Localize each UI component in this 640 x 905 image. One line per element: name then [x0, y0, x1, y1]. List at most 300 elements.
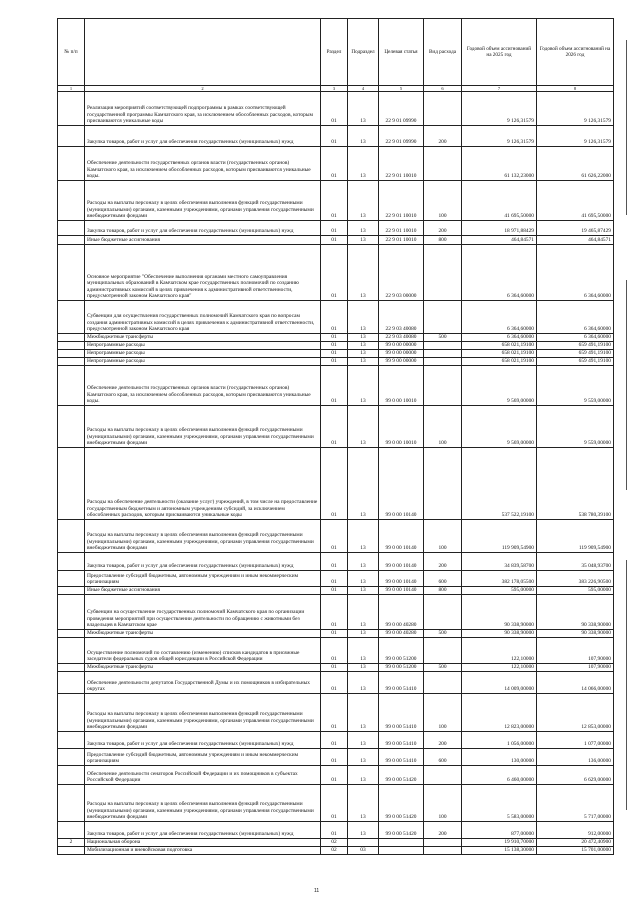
row-name: Иные бюджетные ассигнования — [85, 236, 321, 245]
row-amount-2026: 6 364,60000 — [537, 301, 614, 334]
table-row — [58, 301, 614, 334]
row-amount-2025: 34 839,58700 — [462, 553, 537, 571]
col-header-name — [85, 19, 321, 86]
table-row — [58, 630, 614, 638]
row-amount-2025: 9 126,31579 — [462, 92, 537, 126]
row-number — [58, 221, 85, 236]
row-expense-type: 100 — [424, 181, 462, 221]
row-amount-2026: 90 338,90000 — [537, 630, 614, 638]
row-amount-2026: 9 126,31579 — [537, 92, 614, 126]
row-expense-type — [424, 448, 462, 520]
row-razdel: 01 — [321, 732, 348, 749]
row-amount-2025: 41 695,50000 — [462, 181, 537, 221]
row-amount-2026: 14 066,00000 — [537, 672, 614, 694]
row-target-article: 99 0 00 51410 — [379, 672, 424, 694]
row-amount-2026: 41 695,50000 — [537, 181, 614, 221]
row-amount-2026: 9 559,00000 — [537, 406, 614, 448]
row-podrazdel: 13 — [348, 342, 379, 350]
row-razdel: 01 — [321, 245, 348, 301]
row-name: Межбюджетные трансферты — [85, 334, 321, 342]
row-podrazdel: 13 — [348, 406, 379, 448]
col-index: 3 — [321, 86, 348, 92]
row-target-article: 99 0 00 10140 — [379, 571, 424, 587]
row-target-article: 99 0 00 10140 — [379, 553, 424, 571]
row-expense-type — [424, 638, 462, 664]
row-number — [58, 595, 85, 630]
row-target-article: 22 9 03 00000 — [379, 245, 424, 301]
row-expense-type — [424, 766, 462, 785]
row-podrazdel: 13 — [348, 732, 379, 749]
row-podrazdel: 13 — [348, 785, 379, 822]
row-name: Предоставление субсидий бюджетным, автономным учреждениям и иным некоммерческим организациям — [85, 749, 321, 766]
row-expense-type: 200 — [424, 553, 462, 571]
row-number — [58, 147, 85, 181]
col-index: 4 — [348, 86, 379, 92]
row-amount-2026: 6 629,00000 — [537, 766, 614, 785]
table-row — [58, 236, 614, 245]
row-razdel: 01 — [321, 785, 348, 822]
table-row — [58, 553, 614, 571]
row-razdel: 01 — [321, 301, 348, 334]
row-name: Реализация мероприятий соответствующей подпрограммы в рамках соответствующей государственной программы Камчатского края, за исключением обособленных расходов, которым присваиваются уникальные коды — [85, 92, 321, 126]
row-podrazdel: 13 — [348, 301, 379, 334]
row-podrazdel: 13 — [348, 630, 379, 638]
row-name: Расходы на выплаты персоналу в целях обеспечения выполнения функций государственными (муниципальными) органами, казенными учреждениями, органами управления государственными внебюджетными фондами — [85, 406, 321, 448]
row-podrazdel: 13 — [348, 147, 379, 181]
row-podrazdel: 13 — [348, 664, 379, 672]
row-expense-type: 200 — [424, 126, 462, 147]
table-row — [58, 638, 614, 664]
row-amount-2025: 119 909,54900 — [462, 520, 537, 553]
table-row — [58, 749, 614, 766]
row-razdel: 01 — [321, 822, 348, 839]
row-expense-type: 600 — [424, 749, 462, 766]
row-amount-2026: 659 491,19100 — [537, 358, 614, 366]
row-number — [58, 245, 85, 301]
row-name: Межбюджетные трансферты — [85, 630, 321, 638]
table-row — [58, 595, 614, 630]
table-row — [58, 221, 614, 236]
table-row — [58, 342, 614, 350]
col-index: 1 — [58, 86, 85, 92]
row-number — [58, 587, 85, 595]
row-number — [58, 822, 85, 839]
col-header-2026: Годовой объем ассигнований на 2026 год — [537, 19, 614, 86]
row-target-article: 99 0 00 51410 — [379, 694, 424, 732]
row-target-article: 22 9 01 10010 — [379, 221, 424, 236]
row-expense-type — [424, 245, 462, 301]
row-razdel: 01 — [321, 638, 348, 664]
scan-edge-line — [626, 280, 627, 490]
col-header-target-article: Целевая статья — [379, 19, 424, 86]
table-row — [58, 839, 614, 847]
row-expense-type: 800 — [424, 587, 462, 595]
row-amount-2026: 12 853,00000 — [537, 694, 614, 732]
table-row — [58, 672, 614, 694]
row-target-article: 22 9 01 09990 — [379, 126, 424, 147]
row-podrazdel: 03 — [348, 847, 379, 855]
row-podrazdel: 13 — [348, 571, 379, 587]
col-header-expense-type: Вид расхода — [424, 19, 462, 86]
row-amount-2025: 658 021,19100 — [462, 358, 537, 366]
row-amount-2025: 658 021,19100 — [462, 350, 537, 358]
row-expense-type: 200 — [424, 822, 462, 839]
row-name: Осуществление полномочий по составлению (изменению) списков кандидатов в присяжные заседатели федеральных судов общей юрисдикции в Российской Федерации — [85, 638, 321, 664]
row-amount-2025: 14 009,00000 — [462, 672, 537, 694]
row-razdel: 01 — [321, 630, 348, 638]
row-name: Субвенции для осуществления государственных полномочий Камчатского края по вопросам создания административных комиссий в целях привлечения к административной ответственности, предусмотренной законом Камчатского края — [85, 301, 321, 334]
col-header-num: № п/п — [58, 19, 85, 86]
row-razdel: 01 — [321, 126, 348, 147]
table-row — [58, 571, 614, 587]
row-amount-2026: 659 491,19100 — [537, 350, 614, 358]
row-target-article: 22 9 01 10010 — [379, 236, 424, 245]
col-header-razdel: Раздел — [321, 19, 348, 86]
row-target-article: 99 0 00 51410 — [379, 732, 424, 749]
row-razdel: 01 — [321, 664, 348, 672]
table-row — [58, 92, 614, 126]
row-name: Расходы на выплаты персоналу в целях обеспечения выполнения функций государственными (муниципальными) органами, казенными учреждениями, органами управления государственными внебюджетными фондами — [85, 520, 321, 553]
row-amount-2025: 9 126,31579 — [462, 126, 537, 147]
row-target-article: 99 0 00 00000 — [379, 350, 424, 358]
row-number — [58, 694, 85, 732]
row-amount-2025: 61 132,23000 — [462, 147, 537, 181]
row-podrazdel — [348, 839, 379, 847]
row-target-article: 99 0 00 40280 — [379, 630, 424, 638]
row-expense-type: 600 — [424, 571, 462, 587]
row-number — [58, 571, 85, 587]
row-target-article: 99 9 00 00000 — [379, 358, 424, 366]
row-razdel: 01 — [321, 350, 348, 358]
row-razdel: 01 — [321, 749, 348, 766]
row-number — [58, 766, 85, 785]
row-number — [58, 181, 85, 221]
row-number — [58, 749, 85, 766]
row-name: Закупка товаров, работ и услуг для обеспечения государственных (муниципальных) нужд — [85, 126, 321, 147]
row-expense-type — [424, 350, 462, 358]
row-amount-2025: 595,00000 — [462, 587, 537, 595]
row-podrazdel: 13 — [348, 92, 379, 126]
row-amount-2025: 90 338,90000 — [462, 595, 537, 630]
row-name: Основное мероприятие "Обеспечение выполнения органами местного самоуправления муниципальных образований в Камчатском крае государственных полномочий по созданию административных комиссий в целях привлечения к административной ответственности, предусмотренной законом Камчатского края" — [85, 245, 321, 301]
row-target-article: 22 9 01 10010 — [379, 147, 424, 181]
row-podrazdel: 13 — [348, 595, 379, 630]
row-amount-2025: 6 364,60000 — [462, 245, 537, 301]
col-header-podrazdel: Подраздел — [348, 19, 379, 86]
budget-sheet — [57, 18, 613, 855]
row-expense-type: 200 — [424, 732, 462, 749]
row-expense-type: 500 — [424, 334, 462, 342]
row-name: Закупка товаров, работ и услуг для обеспечения государственных (муниципальных) нужд — [85, 822, 321, 839]
row-expense-type — [424, 595, 462, 630]
row-podrazdel: 13 — [348, 448, 379, 520]
row-amount-2026: 5 717,00000 — [537, 785, 614, 822]
row-amount-2025: 5 583,00000 — [462, 785, 537, 822]
row-number — [58, 342, 85, 350]
row-expense-type — [424, 366, 462, 406]
row-name: Субвенции на осуществление государственных полномочий Камчатского края по организации проведения мероприятий при осуществлении деятельности по обращению с животными без владельцев в Камчатском крае — [85, 595, 321, 630]
row-name: Мобилизационная и вневойсковая подготовка — [85, 847, 321, 855]
row-target-article: 99 0 00 51420 — [379, 785, 424, 822]
row-number — [58, 406, 85, 448]
table-row — [58, 406, 614, 448]
row-amount-2026: 6 364,60000 — [537, 334, 614, 342]
table-row — [58, 126, 614, 147]
row-number — [58, 301, 85, 334]
row-expense-type — [424, 839, 462, 847]
row-expense-type — [424, 147, 462, 181]
col-index: 5 — [379, 86, 424, 92]
table-row — [58, 366, 614, 406]
row-expense-type: 500 — [424, 664, 462, 672]
row-amount-2025: 122,10000 — [462, 664, 537, 672]
row-expense-type: 100 — [424, 520, 462, 553]
row-amount-2026: 6 364,60000 — [537, 245, 614, 301]
row-amount-2026: 15 701,00000 — [537, 847, 614, 855]
row-razdel: 01 — [321, 520, 348, 553]
row-amount-2025: 877,00000 — [462, 822, 537, 839]
table-row — [58, 664, 614, 672]
row-expense-type: 100 — [424, 694, 462, 732]
table-row — [58, 587, 614, 595]
row-razdel: 01 — [321, 342, 348, 350]
row-name: Обеспечение деятельности сенаторов Российской Федерации и их помощников в субъектах Российской Федерации — [85, 766, 321, 785]
row-number — [58, 638, 85, 664]
row-number — [58, 236, 85, 245]
row-amount-2025: 9 569,00000 — [462, 406, 537, 448]
row-amount-2026: 107,90000 — [537, 638, 614, 664]
row-name: Обеспечение деятельности государственных органов власти (государственных органов) Камчатского края, за исключением обособленных расходов, которым присваиваются уникальные коды. — [85, 366, 321, 406]
row-podrazdel: 13 — [348, 366, 379, 406]
row-razdel: 01 — [321, 358, 348, 366]
table-row — [58, 785, 614, 822]
budget-table — [57, 18, 614, 855]
row-amount-2026: 9 126,31579 — [537, 126, 614, 147]
row-name: Расходы на выплаты персоналу в целях обеспечения выполнения функций государственными (муниципальными) органами, казенными учреждениями, органами управления государственными внебюджетными фондами — [85, 785, 321, 822]
col-index: 8 — [537, 86, 614, 92]
table-body — [58, 92, 614, 855]
row-razdel: 01 — [321, 181, 348, 221]
row-name: Предоставление субсидий бюджетным, автономным учреждениям и иным некоммерческим организациям — [85, 571, 321, 587]
row-expense-type — [424, 672, 462, 694]
col-index: 2 — [85, 86, 321, 92]
row-amount-2025: 90 338,90000 — [462, 630, 537, 638]
row-podrazdel: 13 — [348, 822, 379, 839]
col-index: 7 — [462, 86, 537, 92]
row-number — [58, 92, 85, 126]
row-amount-2026: 1 077,00000 — [537, 732, 614, 749]
row-number — [58, 732, 85, 749]
table-row — [58, 147, 614, 181]
row-target-article: 99 0 00 40280 — [379, 595, 424, 630]
row-target-article: 99 0 00 10010 — [379, 406, 424, 448]
row-name: Обеспечение деятельности депутатов Государственной Думы и их помощников в избирательных округах — [85, 672, 321, 694]
row-razdel: 01 — [321, 553, 348, 571]
row-amount-2026: 9 559,00000 — [537, 366, 614, 406]
row-name: Закупка товаров, работ и услуг для обеспечения государственных (муниципальных) нужд — [85, 221, 321, 236]
row-amount-2025: 6 364,60000 — [462, 334, 537, 342]
row-expense-type — [424, 92, 462, 126]
table-row — [58, 448, 614, 520]
row-amount-2026: 538 780,39100 — [537, 448, 614, 520]
row-target-article: 99 0 00 10140 — [379, 520, 424, 553]
row-amount-2025: 382 178,05500 — [462, 571, 537, 587]
row-name: Национальная оборона — [85, 839, 321, 847]
row-target-article: 99 0 00 00000 — [379, 342, 424, 350]
table-row — [58, 694, 614, 732]
row-podrazdel: 13 — [348, 587, 379, 595]
row-amount-2026: 20 472,40900 — [537, 839, 614, 847]
row-name: Расходы на выплаты персоналу в целях обеспечения выполнения функций государственными (муниципальными) органами, казенными учреждениями, органами управления государственными внебюджетными фондами — [85, 181, 321, 221]
row-amount-2026: 107,90000 — [537, 664, 614, 672]
row-amount-2025: 15 138,30000 — [462, 847, 537, 855]
row-name: Непрограммные расходы — [85, 358, 321, 366]
row-amount-2025: 6 364,60000 — [462, 301, 537, 334]
row-number — [58, 553, 85, 571]
row-podrazdel: 13 — [348, 350, 379, 358]
row-name: Обеспечение деятельности государственных органов власти (государственных органов) Камчатского края, за исключением обособленных расходов, которым присваиваются уникальные коды. — [85, 147, 321, 181]
row-number: 2 — [58, 839, 85, 847]
row-amount-2026: 912,00000 — [537, 822, 614, 839]
row-target-article: 99 0 00 10140 — [379, 448, 424, 520]
row-amount-2026: 595,00000 — [537, 587, 614, 595]
row-razdel: 01 — [321, 406, 348, 448]
row-target-article: 22 9 03 40080 — [379, 334, 424, 342]
row-name: Межбюджетные трансферты — [85, 664, 321, 672]
row-amount-2026: 659 491,19100 — [537, 342, 614, 350]
row-amount-2026: 61 626,22000 — [537, 147, 614, 181]
row-number — [58, 366, 85, 406]
row-target-article: 99 0 00 51420 — [379, 766, 424, 785]
row-amount-2025: 537 522,19100 — [462, 448, 537, 520]
row-target-article: 99 0 00 51200 — [379, 638, 424, 664]
row-number — [58, 350, 85, 358]
row-amount-2026: 35 048,93700 — [537, 553, 614, 571]
row-razdel: 01 — [321, 92, 348, 126]
row-podrazdel: 13 — [348, 553, 379, 571]
row-name: Расходы на обеспечение деятельности (оказание услуг) учреждений, в том числе на предоставление государственным бюджетным и автономным учреждениям субсидий, за исключением обособленных расходов, которым присваиваются уникальные коды — [85, 448, 321, 520]
row-name: Непрограммные расходы — [85, 342, 321, 350]
table-row — [58, 766, 614, 785]
row-podrazdel: 13 — [348, 672, 379, 694]
row-number — [58, 672, 85, 694]
row-target-article: 99 0 00 10140 — [379, 587, 424, 595]
row-podrazdel: 13 — [348, 245, 379, 301]
row-amount-2026: 383 226,90500 — [537, 571, 614, 587]
row-target-article — [379, 839, 424, 847]
row-expense-type — [424, 358, 462, 366]
row-number — [58, 448, 85, 520]
row-number — [58, 358, 85, 366]
row-amount-2025: 658 021,19100 — [462, 342, 537, 350]
row-razdel: 01 — [321, 236, 348, 245]
table-row — [58, 520, 614, 553]
row-razdel: 02 — [321, 847, 348, 855]
row-podrazdel: 13 — [348, 694, 379, 732]
row-podrazdel: 13 — [348, 236, 379, 245]
row-expense-type: 500 — [424, 630, 462, 638]
row-number — [58, 630, 85, 638]
row-target-article — [379, 847, 424, 855]
row-amount-2026: 119 909,54900 — [537, 520, 614, 553]
row-amount-2025: 464,84571 — [462, 236, 537, 245]
row-target-article: 22 9 03 40080 — [379, 301, 424, 334]
row-razdel: 01 — [321, 221, 348, 236]
row-target-article: 99 0 00 51420 — [379, 822, 424, 839]
col-header-2025: Годовой объем ассигнований на 2025 год — [462, 19, 537, 86]
table-row — [58, 350, 614, 358]
row-podrazdel: 13 — [348, 181, 379, 221]
row-amount-2025: 19 910,70000 — [462, 839, 537, 847]
row-podrazdel: 13 — [348, 638, 379, 664]
row-amount-2025: 122,10000 — [462, 638, 537, 664]
row-target-article: 99 0 00 51410 — [379, 749, 424, 766]
table-header-row — [58, 19, 614, 86]
row-number — [58, 334, 85, 342]
row-razdel: 01 — [321, 571, 348, 587]
row-name: Непрограммные расходы — [85, 350, 321, 358]
row-expense-type — [424, 342, 462, 350]
row-razdel: 01 — [321, 672, 348, 694]
table-row — [58, 822, 614, 839]
row-expense-type: 200 — [424, 221, 462, 236]
scan-edge-line — [626, 40, 627, 215]
table-row — [58, 181, 614, 221]
row-number — [58, 847, 85, 855]
row-amount-2025: 18 971,88429 — [462, 221, 537, 236]
row-razdel: 01 — [321, 694, 348, 732]
table-row — [58, 334, 614, 342]
row-expense-type: 800 — [424, 236, 462, 245]
row-amount-2026: 19 465,87429 — [537, 221, 614, 236]
scan-edge-line — [626, 560, 627, 810]
row-razdel: 01 — [321, 587, 348, 595]
row-podrazdel: 13 — [348, 766, 379, 785]
row-razdel: 01 — [321, 366, 348, 406]
row-target-article: 22 9 01 10010 — [379, 181, 424, 221]
row-amount-2025: 130,00000 — [462, 749, 537, 766]
row-amount-2025: 1 056,00000 — [462, 732, 537, 749]
row-name: Расходы на выплаты персоналу в целях обеспечения выполнения функций государственными (муниципальными) органами, казенными учреждениями, органами управления государственными внебюджетными фондами — [85, 694, 321, 732]
row-target-article: 99 0 00 51200 — [379, 664, 424, 672]
row-number — [58, 785, 85, 822]
row-podrazdel: 13 — [348, 358, 379, 366]
row-razdel: 01 — [321, 448, 348, 520]
row-expense-type — [424, 301, 462, 334]
row-target-article: 22 9 01 09990 — [379, 92, 424, 126]
row-amount-2025: 12 823,00000 — [462, 694, 537, 732]
row-name: Иные бюджетные ассигнования — [85, 587, 321, 595]
table-row — [58, 732, 614, 749]
row-razdel: 01 — [321, 595, 348, 630]
row-name: Закупка товаров, работ и услуг для обеспечения государственных (муниципальных) нужд — [85, 732, 321, 749]
row-amount-2026: 464,84571 — [537, 236, 614, 245]
row-expense-type — [424, 847, 462, 855]
row-amount-2025: 6 460,00000 — [462, 766, 537, 785]
row-podrazdel: 13 — [348, 749, 379, 766]
table-row — [58, 245, 614, 301]
row-podrazdel: 13 — [348, 221, 379, 236]
row-razdel: 01 — [321, 147, 348, 181]
col-index: 6 — [424, 86, 462, 92]
row-number — [58, 520, 85, 553]
row-amount-2026: 136,00000 — [537, 749, 614, 766]
row-razdel: 01 — [321, 334, 348, 342]
row-amount-2026: 90 338,90000 — [537, 595, 614, 630]
table-row — [58, 847, 614, 855]
row-podrazdel: 13 — [348, 520, 379, 553]
row-number — [58, 126, 85, 147]
